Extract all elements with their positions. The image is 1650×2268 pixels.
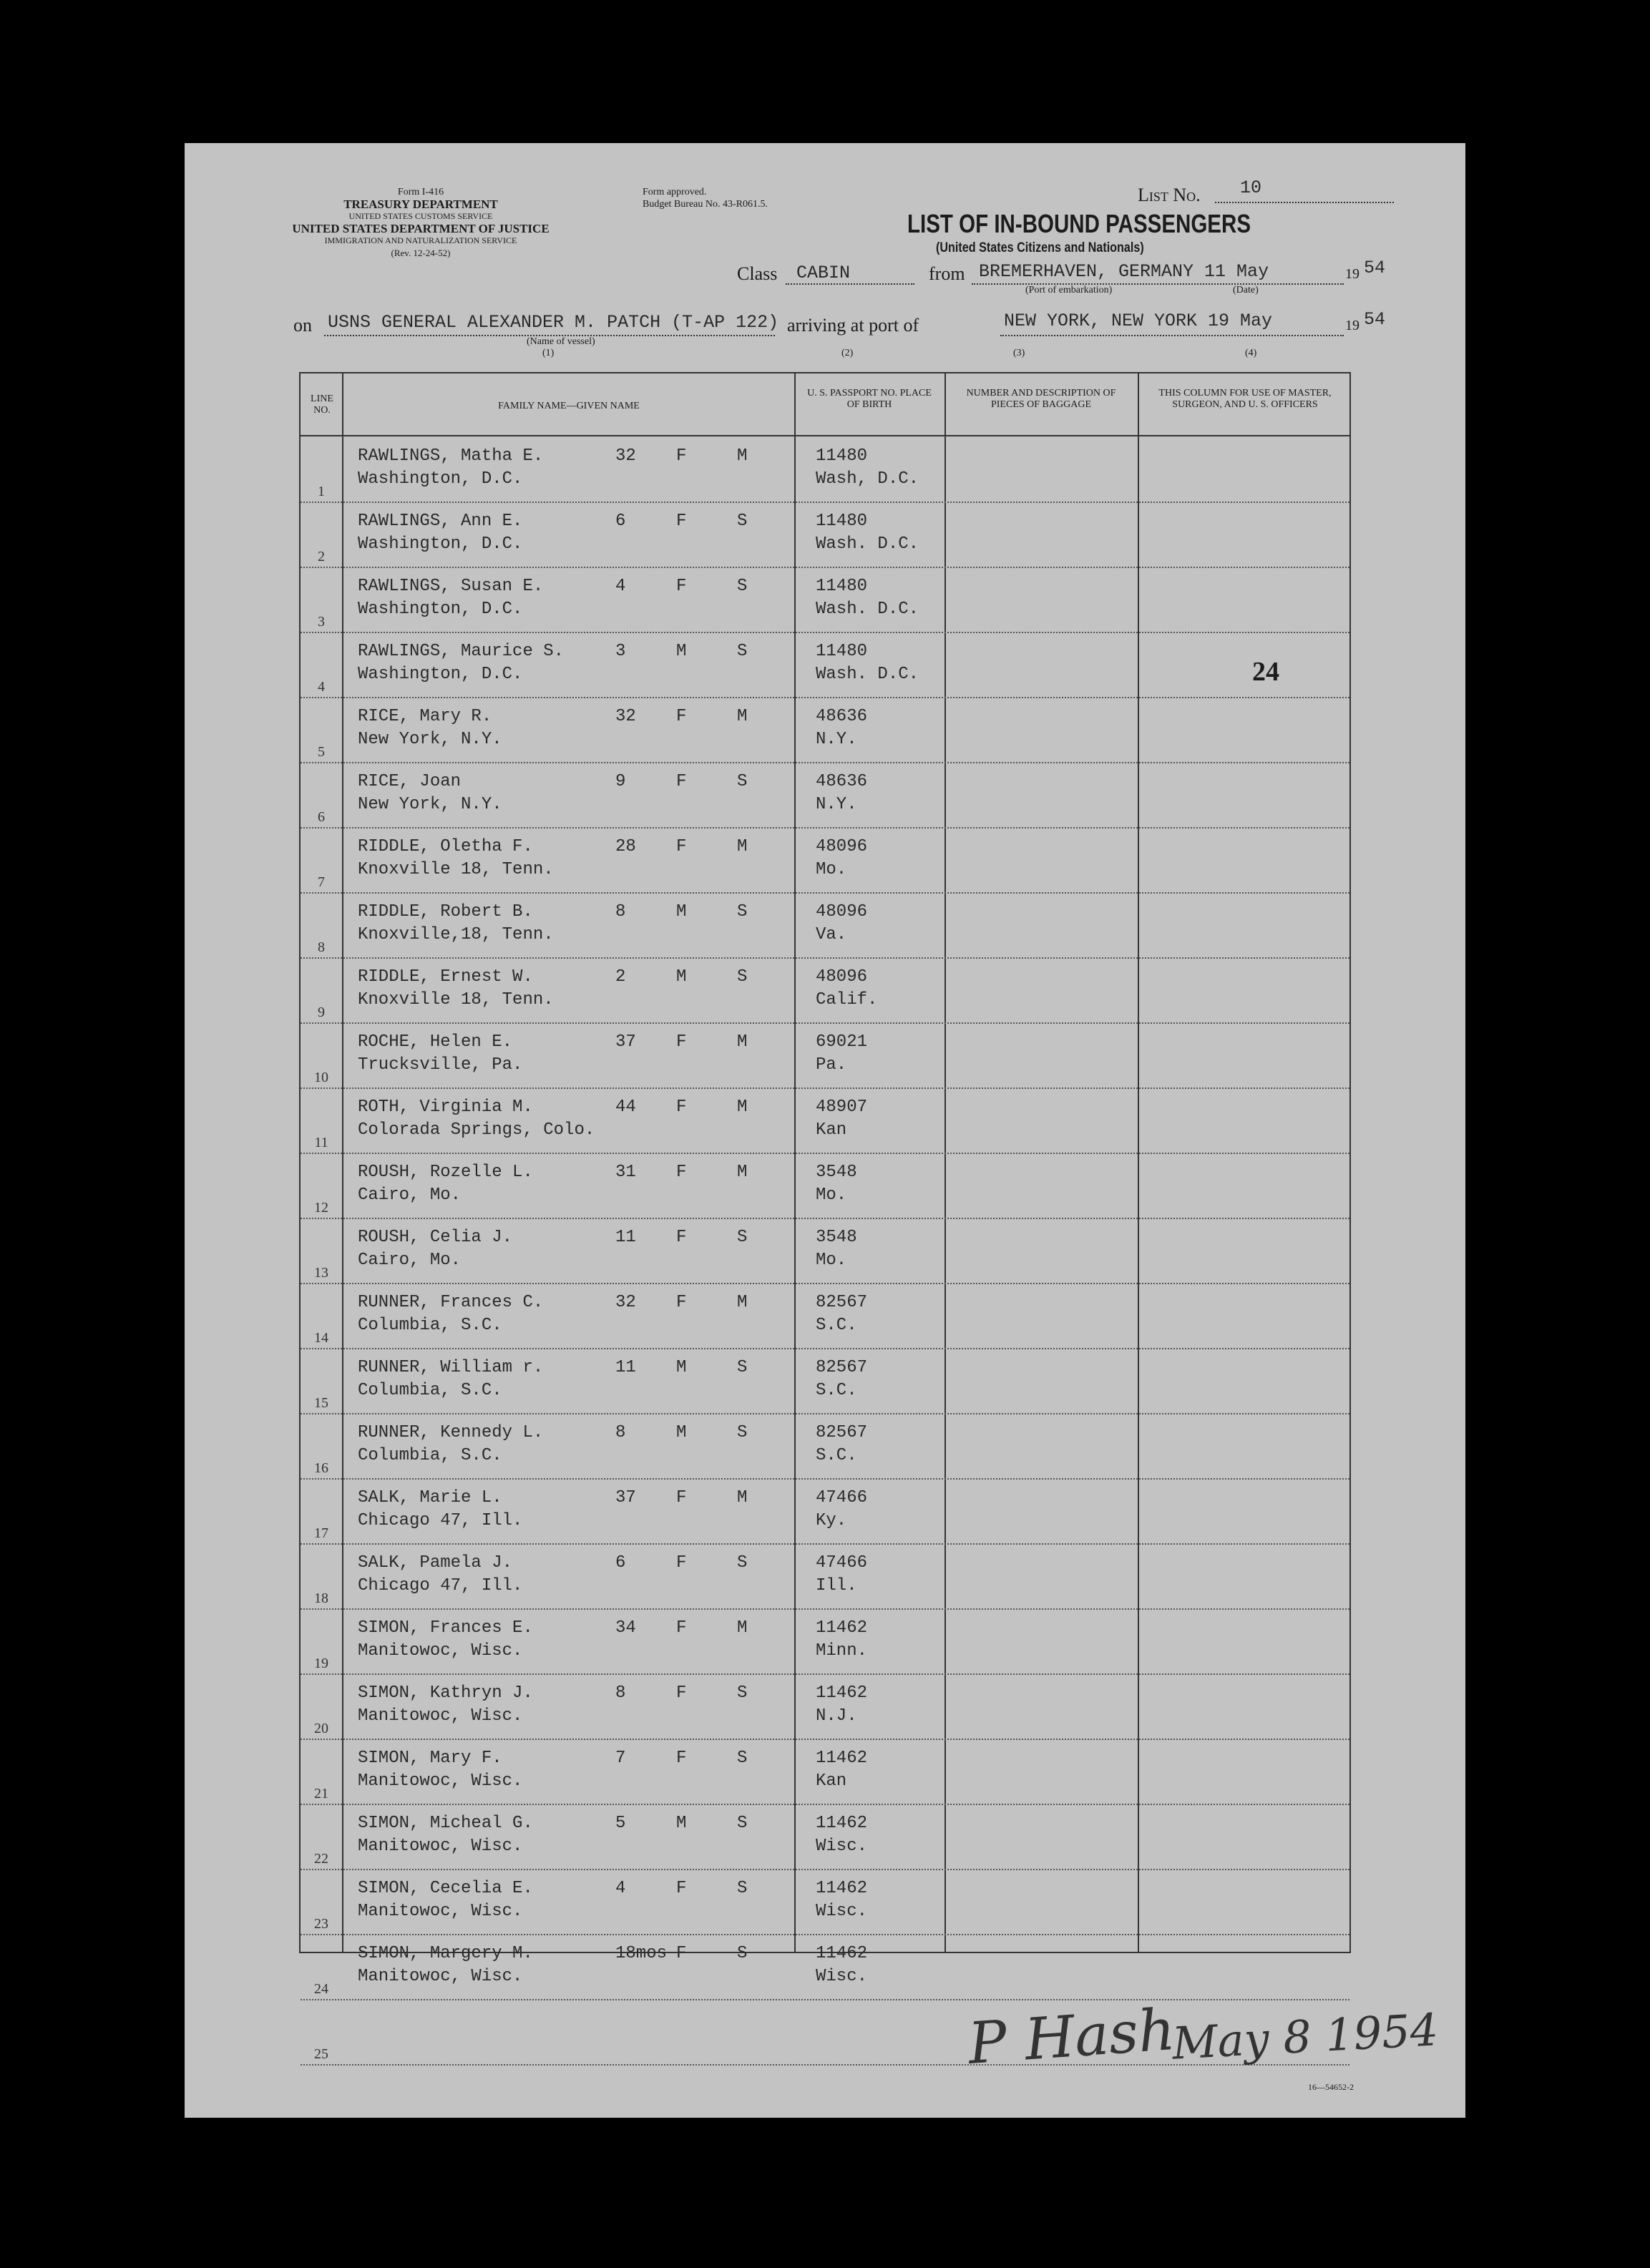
passenger-residence: Colorada Springs, Colo.: [358, 1120, 595, 1140]
marital-status: S: [737, 772, 748, 791]
passenger-residence: New York, N.Y.: [358, 795, 502, 814]
table-row: [301, 1024, 1349, 1089]
passenger-residence: Manitowoc, Wisc.: [358, 1837, 523, 1856]
passenger-age: 34: [615, 1618, 636, 1638]
col2-caption: (2): [841, 348, 854, 358]
passenger-name: SIMON, Cecelia E.: [358, 1879, 533, 1898]
header-baggage: NUMBER AND DESCRIPTION OF PIECES OF BAGGAGE: [966, 388, 1116, 410]
table-row: [301, 1284, 1349, 1349]
page-title: LIST OF IN-BOUND PASSENGERS: [907, 209, 1251, 238]
table-row: [301, 1545, 1349, 1610]
place-of-birth: Kan: [816, 1120, 847, 1140]
table-row: [301, 828, 1349, 894]
date-caption: (Date): [1233, 285, 1259, 295]
form-number: Form I-416: [397, 187, 444, 197]
passenger-sex: F: [676, 1488, 687, 1507]
passenger-residence: Columbia, S.C.: [358, 1381, 502, 1400]
place-of-birth: Wash. D.C.: [816, 665, 919, 684]
table-row: [301, 763, 1349, 828]
passenger-age: 28: [615, 837, 636, 856]
line-number: 16: [314, 1460, 328, 1476]
marital-status: S: [737, 902, 748, 922]
passport-number: 11462: [816, 1683, 868, 1703]
year-value: 54: [1364, 258, 1386, 278]
passport-number: 82567: [816, 1423, 868, 1442]
place-of-birth: Ill.: [816, 1576, 857, 1595]
place-of-birth: Wisc.: [816, 1902, 868, 1921]
table-row: [301, 503, 1349, 568]
department-name: TREASURY DEPARTMENT: [343, 197, 498, 211]
passenger-age: 5: [615, 1814, 626, 1833]
passenger-age: 8: [615, 1423, 626, 1442]
arrival-line: [1000, 335, 1344, 336]
passenger-name: RICE, Joan: [358, 772, 462, 791]
place-of-birth: S.C.: [816, 1446, 857, 1465]
passenger-age: 3: [615, 642, 626, 661]
passenger-sex: F: [676, 1749, 687, 1768]
passenger-name: RIDDLE, Ernest W.: [358, 967, 533, 987]
passport-number: 3548: [816, 1163, 857, 1182]
place-of-birth: Minn.: [816, 1641, 868, 1661]
line-number: 14: [314, 1330, 328, 1346]
passenger-name: RAWLINGS, Susan E.: [358, 577, 544, 596]
passenger-age: 37: [615, 1488, 636, 1507]
passenger-name: SIMON, Kathryn J.: [358, 1683, 533, 1703]
passenger-residence: New York, N.Y.: [358, 730, 502, 749]
passenger-sex: F: [676, 772, 687, 791]
passport-number: 11462: [816, 1814, 868, 1833]
passport-number: 11462: [816, 1618, 868, 1638]
place-of-birth: Kan: [816, 1771, 847, 1791]
marital-status: S: [737, 1879, 748, 1898]
passenger-name: RUNNER, Kennedy L.: [358, 1423, 544, 1442]
place-of-birth: Calif.: [816, 990, 878, 1010]
table-row: [301, 438, 1349, 503]
passenger-age: 32: [615, 707, 636, 726]
line-number: 13: [314, 1265, 328, 1281]
place-of-birth: N.Y.: [816, 795, 857, 814]
marital-status: S: [737, 1683, 748, 1703]
port-caption: (Port of embarkation): [1025, 285, 1113, 295]
line-number: 17: [314, 1525, 328, 1541]
arriving-label: arriving at port of: [787, 315, 919, 336]
passenger-sex: F: [676, 1553, 687, 1573]
passport-number: 3548: [816, 1228, 857, 1247]
revision: (Rev. 12-24-52): [391, 248, 451, 258]
line-number: 4: [318, 679, 325, 695]
passenger-sex: M: [676, 1358, 687, 1377]
marital-status: S: [737, 1553, 748, 1573]
form-approval: [643, 186, 768, 210]
table-row: [301, 1089, 1349, 1154]
passenger-sex: M: [676, 1814, 687, 1833]
passport-number: 11480: [816, 512, 868, 531]
page-subtitle: (United States Citizens and Nationals): [936, 240, 1144, 255]
passport-number: 48096: [816, 967, 868, 987]
passenger-name: SIMON, Micheal G.: [358, 1814, 533, 1833]
marital-status: M: [737, 1488, 748, 1507]
class-value: CABIN: [796, 263, 851, 283]
passenger-residence: Cairo, Mo.: [358, 1186, 462, 1205]
ins-name: IMMIGRATION AND NATURALIZATION SERVICE: [324, 235, 517, 245]
line-number: 22: [314, 1851, 328, 1867]
line-number: 12: [314, 1200, 328, 1216]
passenger-sex: F: [676, 1032, 687, 1052]
header-line-no: LINE NO.: [311, 394, 333, 416]
marital-status: M: [737, 1618, 748, 1638]
passenger-sex: M: [676, 967, 687, 987]
passport-number: 11480: [816, 577, 868, 596]
passenger-residence: Washington, D.C.: [358, 665, 523, 684]
passenger-sex: F: [676, 1293, 687, 1312]
header-name: FAMILY NAME—GIVEN NAME: [498, 401, 640, 411]
line-number: 8: [318, 939, 325, 955]
table-row: [301, 1805, 1349, 1870]
passport-number: 11480: [816, 446, 868, 466]
marital-status: S: [737, 1944, 748, 1963]
line-number: 3: [318, 614, 325, 630]
line-number: 23: [314, 1916, 328, 1932]
passenger-age: 2: [615, 967, 626, 987]
passport-number: 48636: [816, 772, 868, 791]
col1-caption: (1): [542, 348, 555, 358]
table-row: [301, 1610, 1349, 1675]
list-number-line: [1215, 202, 1394, 203]
marital-status: M: [737, 1293, 748, 1312]
passenger-sex: M: [676, 642, 687, 661]
passenger-name: RIDDLE, Robert B.: [358, 902, 533, 922]
marital-status: S: [737, 642, 748, 661]
table-row: [301, 1414, 1349, 1480]
place-of-birth: Wisc.: [816, 1837, 868, 1856]
passenger-age: 44: [615, 1098, 636, 1117]
place-of-birth: Mo.: [816, 1251, 847, 1270]
passport-number: 69021: [816, 1032, 868, 1052]
place-of-birth: Wash, D.C.: [816, 469, 919, 489]
line-number: 24: [314, 1981, 328, 1997]
budget-text: Budget Bureau No. 43-R061.5.: [643, 199, 768, 210]
passenger-sex: F: [676, 446, 687, 466]
marital-status: M: [737, 837, 748, 856]
passport-number: 82567: [816, 1293, 868, 1312]
signature-date: May 8 1954: [1171, 2003, 1440, 2070]
passenger-residence: Washington, D.C.: [358, 469, 523, 489]
passenger-name: ROUSH, Celia J.: [358, 1228, 513, 1247]
passenger-sex: M: [676, 1423, 687, 1442]
table-row: [301, 698, 1349, 763]
passenger-residence: Knoxville 18, Tenn.: [358, 860, 554, 879]
passenger-age: 8: [615, 1683, 626, 1703]
passenger-residence: Manitowoc, Wisc.: [358, 1706, 523, 1726]
marital-status: M: [737, 707, 748, 726]
table-row: [301, 1740, 1349, 1805]
passport-number: 11462: [816, 1944, 868, 1963]
table-row: [301, 1480, 1349, 1545]
passenger-residence: Manitowoc, Wisc.: [358, 1902, 523, 1921]
passenger-name: RIDDLE, Oletha F.: [358, 837, 533, 856]
passenger-sex: F: [676, 1683, 687, 1703]
line-number: 15: [314, 1395, 328, 1411]
passport-number: 47466: [816, 1553, 868, 1573]
passenger-sex: F: [676, 1098, 687, 1117]
list-number-value: 10: [1240, 177, 1262, 198]
line-number: 10: [314, 1070, 328, 1085]
line-number: 20: [314, 1721, 328, 1736]
marital-status: S: [737, 1814, 748, 1833]
vessel-value: USNS GENERAL ALEXANDER M. PATCH (T-AP 122): [328, 312, 779, 333]
justice-name: UNITED STATES DEPARTMENT OF JUSTICE: [292, 222, 550, 235]
passenger-age: 4: [615, 577, 626, 596]
passenger-age: 4: [615, 1879, 626, 1898]
table-row: [301, 1870, 1349, 1935]
passenger-sex: F: [676, 1163, 687, 1182]
table-row: [301, 1154, 1349, 1219]
passenger-name: ROTH, Virginia M.: [358, 1098, 533, 1117]
passenger-name: RAWLINGS, Maurice S.: [358, 642, 565, 661]
passport-number: 82567: [816, 1358, 868, 1377]
passenger-residence: Knoxville,18, Tenn.: [358, 925, 554, 944]
passport-number: 48096: [816, 902, 868, 922]
passenger-age: 18mos: [615, 1944, 668, 1963]
passenger-sex: F: [676, 1879, 687, 1898]
place-of-birth: Pa.: [816, 1055, 847, 1075]
marital-status: S: [737, 1228, 748, 1247]
passenger-residence: Trucksville, Pa.: [358, 1055, 523, 1075]
passport-number: 11462: [816, 1879, 868, 1898]
line-number: 2: [318, 549, 325, 564]
officer-count: 24: [1252, 657, 1279, 687]
marital-status: M: [737, 1098, 748, 1117]
passenger-residence: Columbia, S.C.: [358, 1446, 502, 1465]
place-of-birth: S.C.: [816, 1316, 857, 1335]
passport-number: 48096: [816, 837, 868, 856]
passenger-residence: Knoxville 18, Tenn.: [358, 990, 554, 1010]
passenger-sex: F: [676, 1944, 687, 1963]
passenger-age: 11: [615, 1228, 636, 1247]
passenger-sex: F: [676, 837, 687, 856]
table-row: [301, 633, 1349, 698]
manifest-page: [185, 143, 1465, 2118]
year-prefix: 19: [1345, 266, 1359, 282]
marital-status: S: [737, 1423, 748, 1442]
marital-status: M: [737, 446, 748, 466]
passenger-name: RICE, Mary R.: [358, 707, 492, 726]
table-row: [301, 1349, 1349, 1414]
passenger-sex: F: [676, 577, 687, 596]
approval-text: Form approved.: [643, 187, 707, 197]
table-row: [301, 1675, 1349, 1740]
header-passport: U. S. PASSPORT NO. PLACE OF BIRTH: [807, 388, 932, 410]
from-value: BREMERHAVEN, GERMANY 11 May: [979, 261, 1269, 282]
class-label: Class: [737, 263, 778, 284]
marital-status: M: [737, 1163, 748, 1182]
col4-caption: (4): [1245, 348, 1257, 358]
place-of-birth: Ky.: [816, 1511, 847, 1530]
class-line: [786, 283, 914, 285]
passport-number: 47466: [816, 1488, 868, 1507]
place-of-birth: N.J.: [816, 1706, 857, 1726]
table-row: [301, 1935, 1349, 2000]
line-number: 9: [318, 1005, 325, 1020]
passenger-name: RAWLINGS, Matha E.: [358, 446, 544, 466]
passenger-sex: F: [676, 512, 687, 531]
passenger-age: 11: [615, 1358, 636, 1377]
passenger-residence: Manitowoc, Wisc.: [358, 1771, 523, 1791]
passenger-residence: Manitowoc, Wisc.: [358, 1641, 523, 1661]
passenger-name: ROCHE, Helen E.: [358, 1032, 513, 1052]
passenger-residence: Washington, D.C.: [358, 600, 523, 619]
passenger-residence: Manitowoc, Wisc.: [358, 1967, 523, 1986]
passenger-age: 6: [615, 512, 626, 531]
passenger-age: 31: [615, 1163, 636, 1182]
place-of-birth: Mo.: [816, 1186, 847, 1205]
passport-number: 48907: [816, 1098, 868, 1117]
passenger-name: SALK, Pamela J.: [358, 1553, 513, 1573]
passenger-age: 37: [615, 1032, 636, 1052]
passenger-name: SIMON, Mary F.: [358, 1749, 502, 1768]
passenger-name: RAWLINGS, Ann E.: [358, 512, 523, 531]
marital-status: S: [737, 577, 748, 596]
arrival-value: NEW YORK, NEW YORK 19 May: [1004, 311, 1273, 331]
passenger-age: 6: [615, 1553, 626, 1573]
passenger-residence: Cairo, Mo.: [358, 1251, 462, 1270]
list-number-label: List No.: [1138, 185, 1201, 205]
passenger-name: RUNNER, William r.: [358, 1358, 544, 1377]
place-of-birth: N.Y.: [816, 730, 857, 749]
marital-status: S: [737, 512, 748, 531]
passenger-name: SIMON, Margery M.: [358, 1944, 533, 1963]
marital-status: S: [737, 967, 748, 987]
line-number: 19: [314, 1656, 328, 1671]
place-of-birth: Wash. D.C.: [816, 600, 919, 619]
passenger-sex: F: [676, 1228, 687, 1247]
year2-value: 54: [1364, 309, 1386, 330]
passenger-age: 7: [615, 1749, 626, 1768]
passenger-residence: Columbia, S.C.: [358, 1316, 502, 1335]
line-number: 21: [314, 1786, 328, 1802]
passenger-sex: F: [676, 1618, 687, 1638]
table-row: [301, 1219, 1349, 1284]
from-label: from: [929, 263, 965, 284]
footer-code: 16—54652-2: [1308, 2082, 1354, 2092]
year2-prefix: 19: [1345, 318, 1359, 333]
line-number: 5: [318, 744, 325, 760]
passenger-name: ROUSH, Rozelle L.: [358, 1163, 533, 1182]
table-row: [301, 959, 1349, 1024]
passenger-residence: Chicago 47, Ill.: [358, 1511, 523, 1530]
passenger-residence: Washington, D.C.: [358, 534, 523, 554]
passenger-name: SIMON, Frances E.: [358, 1618, 533, 1638]
official-signature: P Hash: [966, 1996, 1178, 2077]
vessel-caption: (Name of vessel): [527, 336, 595, 347]
passenger-sex: M: [676, 902, 687, 922]
table-row: [301, 568, 1349, 633]
passenger-name: RUNNER, Frances C.: [358, 1293, 544, 1312]
line-number: 11: [314, 1135, 328, 1150]
place-of-birth: Mo.: [816, 860, 847, 879]
line-number: 1: [318, 484, 325, 499]
passport-number: 11480: [816, 642, 868, 661]
on-label: on: [293, 315, 312, 336]
marital-status: S: [737, 1358, 748, 1377]
place-of-birth: S.C.: [816, 1381, 857, 1400]
place-of-birth: Va.: [816, 925, 847, 944]
marital-status: M: [737, 1032, 748, 1052]
line-number: 6: [318, 809, 325, 825]
form-header-left: [270, 186, 571, 259]
service-name: UNITED STATES CUSTOMS SERVICE: [348, 211, 493, 221]
passenger-age: 9: [615, 772, 626, 791]
passenger-residence: Chicago 47, Ill.: [358, 1576, 523, 1595]
passport-number: 48636: [816, 707, 868, 726]
header-officers: THIS COLUMN FOR USE OF MASTER, SURGEON, AND U. S. OFFICERS: [1158, 388, 1332, 410]
passenger-sex: F: [676, 707, 687, 726]
table-row: [301, 894, 1349, 959]
passenger-age: 32: [615, 446, 636, 466]
line-number: 18: [314, 1590, 328, 1606]
col3-caption: (3): [1013, 348, 1025, 358]
place-of-birth: Wash. D.C.: [816, 534, 919, 554]
place-of-birth: Wisc.: [816, 1967, 868, 1986]
passenger-age: 8: [615, 902, 626, 922]
passport-number: 11462: [816, 1749, 868, 1768]
line-number: 7: [318, 874, 325, 890]
marital-status: S: [737, 1749, 748, 1768]
passenger-name: SALK, Marie L.: [358, 1488, 502, 1507]
line-number: 25: [314, 2046, 328, 2062]
passenger-age: 32: [615, 1293, 636, 1312]
